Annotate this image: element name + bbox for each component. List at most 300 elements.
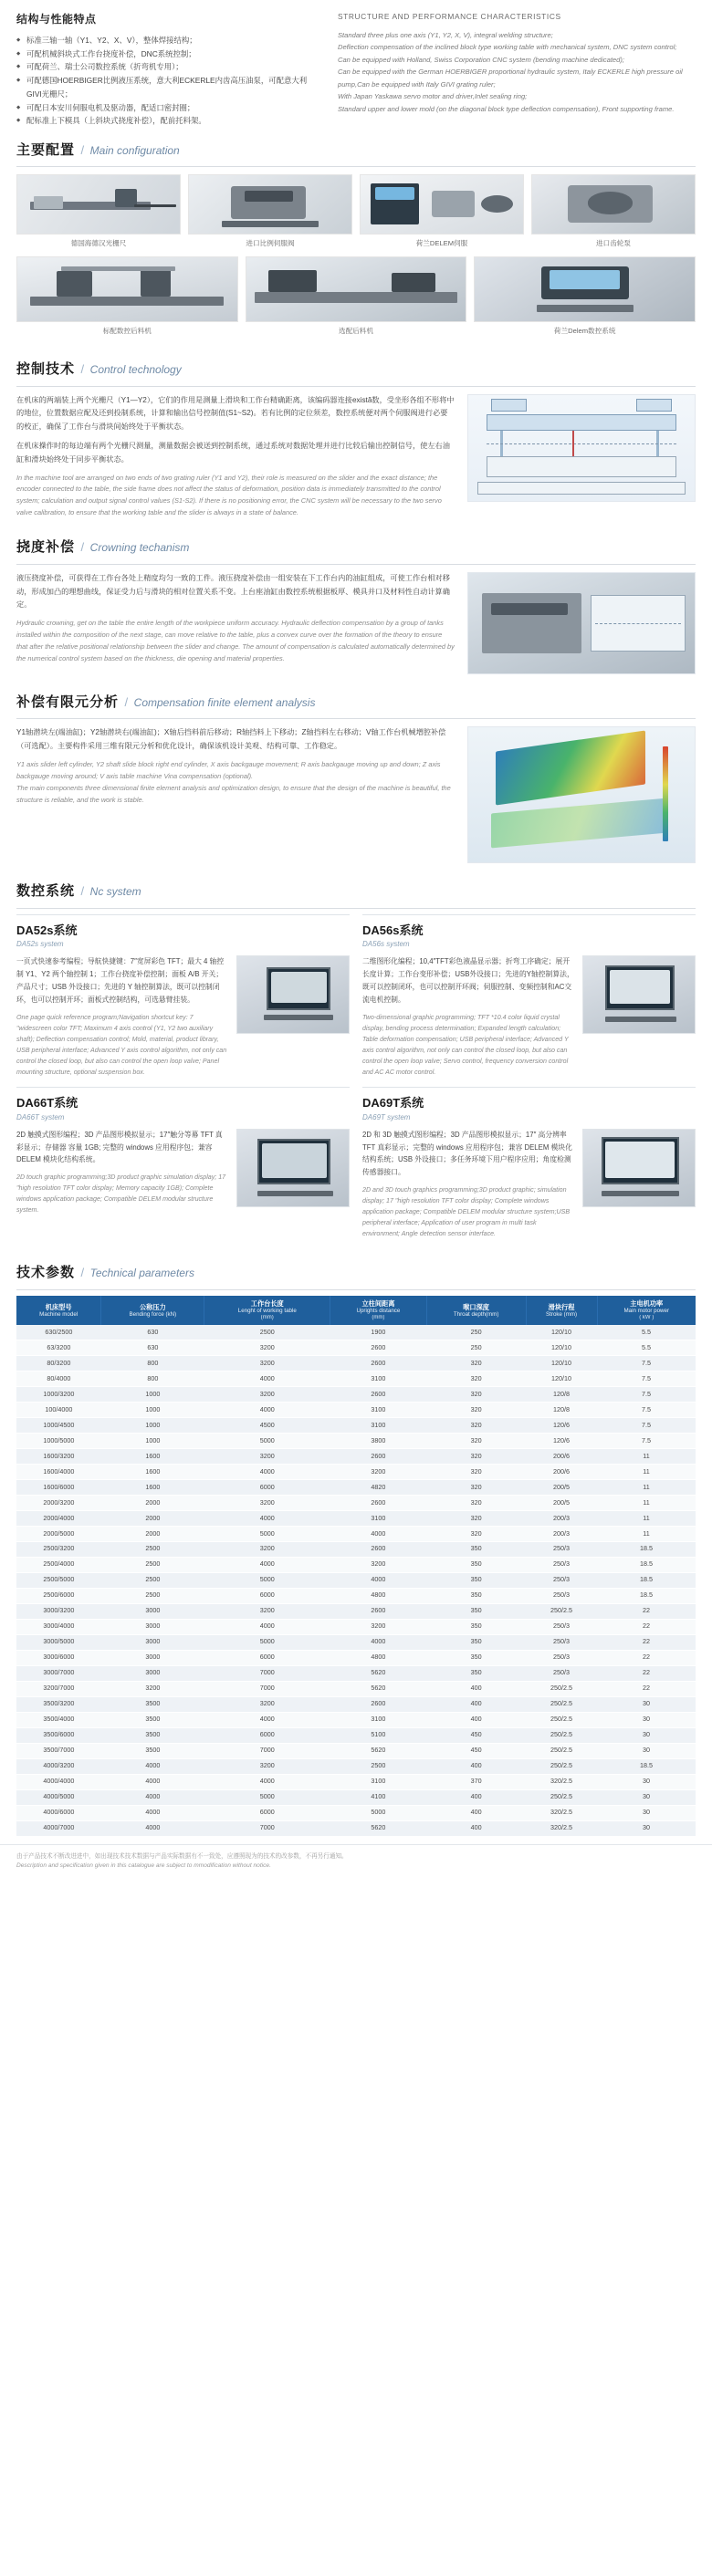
section-title-en: Control technology	[89, 363, 182, 377]
table-row	[16, 1340, 696, 1356]
table-cell: 350	[426, 1634, 526, 1650]
table-cell: 1000/3200	[16, 1387, 101, 1403]
table-cell: 4100	[330, 1789, 427, 1805]
table-cell: 3500	[101, 1743, 204, 1758]
table-cell: 11	[597, 1526, 696, 1541]
fea-figure	[467, 726, 696, 863]
gallery-row-2	[16, 256, 696, 343]
table-row	[16, 1495, 696, 1510]
list-item: ◆ 标准三轴一轴（Y1、Y2、X、V），整体焊接结构；	[16, 34, 321, 47]
table-cell: 320	[426, 1418, 526, 1434]
table-cell: 7000	[204, 1820, 330, 1836]
table-cell: 11	[597, 1479, 696, 1495]
nc-card-da52s	[16, 914, 350, 1078]
delem-cnc-system-photo	[474, 256, 696, 322]
table-cell: 5100	[330, 1727, 427, 1743]
table-cell: 4000	[204, 1510, 330, 1526]
fea-section	[0, 719, 712, 869]
delem-servo-photo	[360, 174, 524, 235]
table-cell: 250/2.5	[526, 1727, 597, 1743]
table-cell: 30	[597, 1743, 696, 1758]
table-cell: 320	[426, 1387, 526, 1403]
features-en-paragraph: Can be equipped with the German HOERBIGER proportional hydraulic system, Italy ECKERLE high pressure oil pump,Can be equipped with Italy GIVI grating ruler;	[337, 68, 683, 89]
table-cell: 6000	[204, 1805, 330, 1820]
fea-text	[16, 726, 455, 863]
title-separator: /	[80, 1266, 85, 1280]
gallery-cell	[531, 174, 696, 256]
table-cell: 250/3	[526, 1665, 597, 1681]
section-title-en: Technical parameters	[89, 1267, 194, 1280]
table-cell: 3000	[101, 1650, 204, 1665]
features-cn	[16, 11, 321, 128]
table-row	[16, 1448, 696, 1464]
control-en-text: In the machine tool are arranged on two ends of two grating ruler (Y1 and Y2), their role is measured on the slider and the exact distance; the encoder connected to the table, the side frame does not affect the status of deformation, position data is immediately transmitted to the control system; calculation and output signal control values (S1-S2). If there is no positioning error, the CNC system will be necessary to the two servo valve calibration, to ensure that the working table and the slider is always in a state of balance.	[16, 473, 442, 517]
table-cell: 250	[426, 1325, 526, 1340]
table-cell: 3200	[330, 1557, 427, 1572]
table-cell: 2600	[330, 1541, 427, 1557]
table-cell: 250/3	[526, 1541, 597, 1557]
table-cell: 4000	[330, 1526, 427, 1541]
crowning-section	[0, 565, 712, 680]
table-cell: 1900	[330, 1325, 427, 1340]
table-cell: 350	[426, 1603, 526, 1619]
table-cell: 2600	[330, 1495, 427, 1510]
table-cell: 3200	[204, 1758, 330, 1774]
table-cell: 7.5	[597, 1418, 696, 1434]
hydraulic-crowning-photo	[467, 572, 696, 674]
table-cell: 4800	[330, 1650, 427, 1665]
table-cell: 5000	[204, 1789, 330, 1805]
table-body	[16, 1325, 696, 1836]
table-cell: 1600	[101, 1448, 204, 1464]
table-cell: 4000	[204, 1403, 330, 1418]
nc-row-1	[16, 914, 696, 1078]
table-cell: 2000	[101, 1510, 204, 1526]
table-cell: 350	[426, 1557, 526, 1572]
table-cell: 3200	[204, 1495, 330, 1510]
da69t-controller-photo	[582, 1129, 696, 1207]
table-cell: 370	[426, 1774, 526, 1789]
table-row	[16, 1418, 696, 1434]
table-cell: 22	[597, 1681, 696, 1696]
table-row	[16, 1712, 696, 1727]
table-cell: 30	[597, 1727, 696, 1743]
table-cell: 400	[426, 1696, 526, 1712]
section-title-cn: 挠度补偿	[16, 539, 76, 556]
nc-card-subtitle: DA66T system	[16, 1112, 65, 1121]
table-cell: 3200	[204, 1448, 330, 1464]
table-cell: 2500	[204, 1325, 330, 1340]
table-cell: 200/3	[526, 1526, 597, 1541]
header-en: Machine model	[39, 1310, 79, 1318]
table-cell: 5000	[330, 1805, 427, 1820]
section-title-en: Compensation finite element analysis	[133, 695, 316, 709]
table-cell: 200/6	[526, 1448, 597, 1464]
table-cell: 3000	[101, 1634, 204, 1650]
table-cell: 400	[426, 1805, 526, 1820]
table-row	[16, 1634, 696, 1650]
table-cell: 320	[426, 1371, 526, 1387]
table-cell: 3000/4000	[16, 1619, 101, 1634]
table-row	[16, 1588, 696, 1603]
table-cell: 250/2.5	[526, 1743, 597, 1758]
gallery-cell	[16, 174, 181, 256]
table-cell: 1600/3200	[16, 1448, 101, 1464]
table-cell: 2500	[101, 1572, 204, 1588]
table-cell: 400	[426, 1681, 526, 1696]
table-cell: 7000	[204, 1743, 330, 1758]
table-cell: 4000	[330, 1634, 427, 1650]
table-cell: 350	[426, 1588, 526, 1603]
features-section	[0, 0, 712, 128]
table-cell: 6000	[204, 1479, 330, 1495]
table-cell: 250/2.5	[526, 1758, 597, 1774]
table-cell: 120/10	[526, 1356, 597, 1371]
table-cell: 18.5	[597, 1572, 696, 1588]
table-cell: 3500/3200	[16, 1696, 101, 1712]
table-cell: 120/6	[526, 1418, 597, 1434]
grating-ruler-schematic	[467, 394, 696, 502]
section-title-cn: 控制技术	[16, 361, 76, 378]
table-header-cell	[597, 1296, 696, 1325]
table-cell: 3200/7000	[16, 1681, 101, 1696]
table-cell: 3500/6000	[16, 1727, 101, 1743]
table-row	[16, 1758, 696, 1774]
crowning-en-text: Hydraulic crowning, get on the table the entire length of the workpiece uniform accuracy. Hydraulic deflection compensation by a group of tanks installed within the composition of the next stage, can move relative to the table, plus a convex curve over the formation of the theory to ensure that after the relative positional relationship between the slider and change. The amount of compensation is calculated automatically determined by the numerical control system based on the thickness, die opening and material properties.	[16, 619, 455, 662]
table-cell: 5620	[330, 1665, 427, 1681]
table-cell: 30	[597, 1696, 696, 1712]
table-cell: 320	[426, 1510, 526, 1526]
nc-system-section	[0, 909, 712, 1251]
table-cell: 200/6	[526, 1464, 597, 1479]
gallery-caption: 进口齿轮泵	[596, 239, 631, 248]
table-row	[16, 1696, 696, 1712]
table-cell: 18.5	[597, 1541, 696, 1557]
table-cell: 11	[597, 1510, 696, 1526]
table-cell: 2600	[330, 1448, 427, 1464]
table-row	[16, 1541, 696, 1557]
table-cell: 800	[101, 1356, 204, 1371]
table-cell: 30	[597, 1789, 696, 1805]
footnote-cn: 由于产品技术不断改进进中，如出现技术技术数据与产品实际数据有不一致处，应遵照现为的技术的改参数，不再另行通知。	[16, 1852, 348, 1860]
table-cell: 30	[597, 1820, 696, 1836]
features-en-paragraph: Can be equipped with Holland, Swiss Corporation CNC system (bending machine dedicated);	[337, 55, 625, 64]
table-cell: 2000	[101, 1495, 204, 1510]
table-cell: 320	[426, 1479, 526, 1495]
table-cell: 320	[426, 1403, 526, 1418]
table-cell: 1600	[101, 1479, 204, 1495]
table-cell: 1600/4000	[16, 1464, 101, 1479]
table-cell: 4000/4000	[16, 1774, 101, 1789]
table-cell: 4800	[330, 1588, 427, 1603]
table-cell: 400	[426, 1820, 526, 1836]
table-cell: 4000	[101, 1805, 204, 1820]
table-cell: 250/3	[526, 1572, 597, 1588]
section-title-cn: 补偿有限元分析	[16, 694, 120, 710]
header-en: Bending force (kN)	[129, 1310, 177, 1318]
table-cell: 5620	[330, 1820, 427, 1836]
table-row	[16, 1789, 696, 1805]
features-en-paragraph: Standard three plus one axis (Y1, Y2, X, V), integral welding structure;	[337, 30, 553, 39]
header-unit: (mm)	[260, 1314, 274, 1320]
fea-heading	[16, 680, 696, 720]
table-row	[16, 1464, 696, 1479]
table-cell: 4000	[101, 1758, 204, 1774]
table-cell: 250/3	[526, 1557, 597, 1572]
table-cell: 250	[426, 1340, 526, 1356]
features-en-paragraph: Deflection compensation of the inclined block type working table with mechanical system, DNC system control;	[337, 43, 677, 52]
table-cell: 22	[597, 1619, 696, 1634]
main-configuration-gallery	[0, 167, 712, 347]
table-cell: 2000/3200	[16, 1495, 101, 1510]
table-cell: 7.5	[597, 1356, 696, 1371]
da56s-controller-photo	[582, 955, 696, 1034]
control-text	[16, 394, 455, 520]
table-cell: 5.5	[597, 1340, 696, 1356]
table-cell: 3500	[101, 1727, 204, 1743]
table-cell: 4000/6000	[16, 1805, 101, 1820]
nc-card-cn-text: 2D 触摸式图形编程；3D 产品图形模拟显示；17″触分等幕 TFT 真彩显示；存储器 容量 1GB; 完整的 windows 应用程序包；兼容 DELEM 模块化结构系统。	[16, 1130, 223, 1164]
table-row	[16, 1681, 696, 1696]
crowning-text	[16, 572, 455, 674]
table-cell: 3200	[204, 1356, 330, 1371]
table-cell: 400	[426, 1789, 526, 1805]
nc-card-subtitle: DA69T system	[362, 1112, 411, 1121]
header-en: Uprights distance	[356, 1307, 401, 1314]
header-unit: ( kW )	[639, 1314, 654, 1320]
table-cell: 320	[426, 1434, 526, 1449]
fea-cn-text: Y1轴潜块左(端油缸)；Y2轴潜块右(端油缸)；X轴后挡料前后移动；R轴挡料上下移动；Z轴挡料左右移动；V轴工作台机械增腔补偿（可选配）。主要构件采用三维有限元分析和优化设计，确保该机设计美观、结构可靠、工作稳定。	[16, 728, 446, 751]
crowning-cn-text: 液压挠度补偿，可获得在工作台各处上精度均匀一致的工件。液压挠度补偿由一组安装在下工作台内的油缸组成，可使工作台相对移动，形成加凸的理想曲线，保证受力后与滑块的相对位置关系不变。上台座油缸由数控系统根据板厚、模具并口及材料性自动计算确定。	[16, 573, 450, 610]
table-cell: 4820	[330, 1479, 427, 1495]
table-row	[16, 1774, 696, 1789]
table-cell: 250/2.5	[526, 1712, 597, 1727]
table-cell: 3000/3200	[16, 1603, 101, 1619]
gallery-caption: 进口比例伺服阀	[246, 239, 295, 248]
table-cell: 320	[426, 1495, 526, 1510]
title-separator: /	[124, 694, 129, 709]
table-cell: 2600	[330, 1387, 427, 1403]
table-cell: 2500/6000	[16, 1588, 101, 1603]
table-cell: 2500	[101, 1557, 204, 1572]
table-cell: 4000	[204, 1619, 330, 1634]
table-cell: 320	[426, 1356, 526, 1371]
table-cell: 320	[426, 1526, 526, 1541]
table-cell: 3200	[204, 1541, 330, 1557]
table-row	[16, 1526, 696, 1541]
gallery-cell	[474, 256, 696, 343]
table-cell: 1600	[101, 1464, 204, 1479]
table-header-cell	[330, 1296, 427, 1325]
table-cell: 3100	[330, 1510, 427, 1526]
table-cell: 30	[597, 1712, 696, 1727]
title-separator: /	[80, 540, 85, 555]
table-cell: 3000/5000	[16, 1634, 101, 1650]
nc-card-da66t	[16, 1087, 350, 1239]
table-cell: 2600	[330, 1696, 427, 1712]
table-cell: 4000	[330, 1572, 427, 1588]
footnote	[0, 1844, 712, 1872]
table-cell: 320	[426, 1464, 526, 1479]
table-cell: 3500/7000	[16, 1743, 101, 1758]
table-cell: 22	[597, 1634, 696, 1650]
table-cell: 120/8	[526, 1387, 597, 1403]
table-row	[16, 1356, 696, 1371]
features-en-title: STRUCTURE AND PERFORMANCE CHARACTERISTICS	[337, 12, 561, 21]
table-cell: 1000	[101, 1387, 204, 1403]
technical-parameters-table	[16, 1296, 696, 1837]
control-technology-section	[0, 387, 712, 526]
gallery-caption: 荷兰DELEM伺服	[415, 239, 468, 248]
features-cn-title: 结构与性能特点	[16, 13, 97, 26]
table-cell: 450	[426, 1727, 526, 1743]
table-cell: 5620	[330, 1743, 427, 1758]
table-cell: 120/10	[526, 1325, 597, 1340]
table-cell: 7.5	[597, 1403, 696, 1418]
control-cn-text-2: 在机床操作时的每边端有两个光栅尺测量，测量数据会被送到控制系统，通过系统对数据处理并进行比较后输出控制信号，使左右油缸和滑块始终处于同步平衡状态。	[16, 442, 450, 464]
table-cell: 4500	[204, 1418, 330, 1434]
table-cell: 4000	[101, 1789, 204, 1805]
crowning-figure	[467, 572, 696, 674]
table-cell: 2500	[330, 1758, 427, 1774]
table-cell: 30	[597, 1774, 696, 1789]
table-cell: 3100	[330, 1371, 427, 1387]
table-cell: 4000	[204, 1371, 330, 1387]
technical-parameters-table-wrap	[0, 1290, 712, 1837]
table-header-row	[16, 1296, 696, 1325]
table-cell: 2600	[330, 1603, 427, 1619]
list-item: ◆ 可配德国HOERBIGER比例液压系统，意大利ECKERLE内齿高压油泵，可配意大利GIVI光栅尺；	[16, 74, 321, 100]
header-en: Main motor power	[623, 1307, 670, 1314]
table-cell: 3000	[101, 1665, 204, 1681]
table-cell: 2000/5000	[16, 1526, 101, 1541]
table-row	[16, 1387, 696, 1403]
table-row	[16, 1325, 696, 1340]
table-cell: 6000	[204, 1588, 330, 1603]
table-row	[16, 1743, 696, 1758]
table-cell: 3500/4000	[16, 1712, 101, 1727]
table-cell: 3200	[101, 1681, 204, 1696]
table-header-cell	[526, 1296, 597, 1325]
table-cell: 2600	[330, 1356, 427, 1371]
gallery-cell	[360, 174, 524, 256]
fea-en-text-2: The main components three dimensional finite element analysis and optimization design, to ensure that the design of the machine is beautiful, the structure is reliable, and the work is stable.	[16, 783, 451, 804]
nc-card-title: DA69T系统	[362, 1096, 424, 1111]
table-cell: 200/5	[526, 1479, 597, 1495]
features-en-paragraph: With Japan Yaskawa servo motor and driver,Inlet sealing ring;	[337, 92, 528, 101]
table-cell: 120/10	[526, 1340, 597, 1356]
gallery-cell	[16, 256, 238, 343]
table-cell: 1000	[101, 1403, 204, 1418]
table-cell: 400	[426, 1758, 526, 1774]
table-cell: 350	[426, 1572, 526, 1588]
table-cell: 30	[597, 1805, 696, 1820]
control-figure	[467, 394, 696, 520]
nc-card-da56s	[362, 914, 696, 1078]
table-cell: 4000/7000	[16, 1820, 101, 1836]
da52s-controller-photo	[236, 955, 350, 1034]
table-cell: 350	[426, 1650, 526, 1665]
table-header-cell	[426, 1296, 526, 1325]
table-cell: 200/5	[526, 1495, 597, 1510]
table-row	[16, 1619, 696, 1634]
table-cell: 11	[597, 1464, 696, 1479]
table-cell: 4000	[101, 1820, 204, 1836]
gallery-row-1	[16, 174, 696, 256]
table-row	[16, 1650, 696, 1665]
nc-card-en-text: Two-dimensional graphic programming; TFT *10.4 color liquid crystal display, bending process determination; Expanded length calculation; Table deformation compensation; USB peripheral interface; Advanced Y axis control algorithm, not only can control the closed loop, but also can control the open loop valve; Servo control, frequency conversion control and AC AC motor control.	[362, 1013, 569, 1077]
table-cell: 3200	[204, 1696, 330, 1712]
proportional-servo-valve-photo	[188, 174, 352, 235]
table-cell: 4000	[204, 1774, 330, 1789]
title-separator: /	[80, 362, 85, 377]
nc-card-title: DA66T系统	[16, 1096, 79, 1111]
table-header-cell	[204, 1296, 330, 1325]
table-cell: 5000	[204, 1572, 330, 1588]
title-separator: /	[80, 884, 85, 899]
gallery-caption: 德国海德汉光栅尺	[70, 239, 127, 248]
table-row	[16, 1603, 696, 1619]
cnc-backgauge-photo	[16, 256, 238, 322]
table-cell: 250/3	[526, 1634, 597, 1650]
table-cell: 4000	[204, 1464, 330, 1479]
table-cell: 4000	[101, 1774, 204, 1789]
table-cell: 5.5	[597, 1325, 696, 1340]
gallery-cell	[246, 256, 467, 343]
table-cell: 3500	[101, 1696, 204, 1712]
table-cell: 120/10	[526, 1371, 597, 1387]
table-cell: 5000	[204, 1526, 330, 1541]
table-cell: 450	[426, 1743, 526, 1758]
technical-parameters-heading	[16, 1250, 696, 1290]
table-cell: 5620	[330, 1681, 427, 1696]
table-cell: 5000	[204, 1434, 330, 1449]
gallery-cell	[188, 174, 352, 256]
table-cell: 3100	[330, 1418, 427, 1434]
table-cell: 1600/6000	[16, 1479, 101, 1495]
table-cell: 250/3	[526, 1650, 597, 1665]
table-cell: 400	[426, 1712, 526, 1727]
table-header-cell	[16, 1296, 101, 1325]
section-title-cn: 数控系统	[16, 883, 76, 900]
table-row	[16, 1371, 696, 1387]
table-cell: 2500/4000	[16, 1557, 101, 1572]
table-cell: 1000/5000	[16, 1434, 101, 1449]
section-title-cn: 技术参数	[16, 1265, 76, 1281]
nc-row-2	[16, 1087, 696, 1239]
table-cell: 7.5	[597, 1371, 696, 1387]
table-cell: 1000	[101, 1418, 204, 1434]
table-cell: 5000	[204, 1634, 330, 1650]
table-row	[16, 1572, 696, 1588]
table-cell: 250/3	[526, 1619, 597, 1634]
table-cell: 320	[426, 1448, 526, 1464]
table-cell: 11	[597, 1495, 696, 1510]
table-cell: 3100	[330, 1712, 427, 1727]
table-cell: 2000	[101, 1526, 204, 1541]
table-cell: 3200	[330, 1464, 427, 1479]
header-cn: 工作台长度	[250, 1298, 284, 1308]
header-cn: 喉口深度	[463, 1302, 489, 1311]
table-cell: 3000	[101, 1603, 204, 1619]
table-cell: 200/3	[526, 1510, 597, 1526]
section-title-en: Main configuration	[89, 143, 180, 157]
table-cell: 3000/6000	[16, 1650, 101, 1665]
da66t-controller-photo	[236, 1129, 350, 1207]
section-title-en: Nc system	[89, 885, 141, 899]
table-cell: 1000/4500	[16, 1418, 101, 1434]
table-cell: 250/2.5	[526, 1789, 597, 1805]
